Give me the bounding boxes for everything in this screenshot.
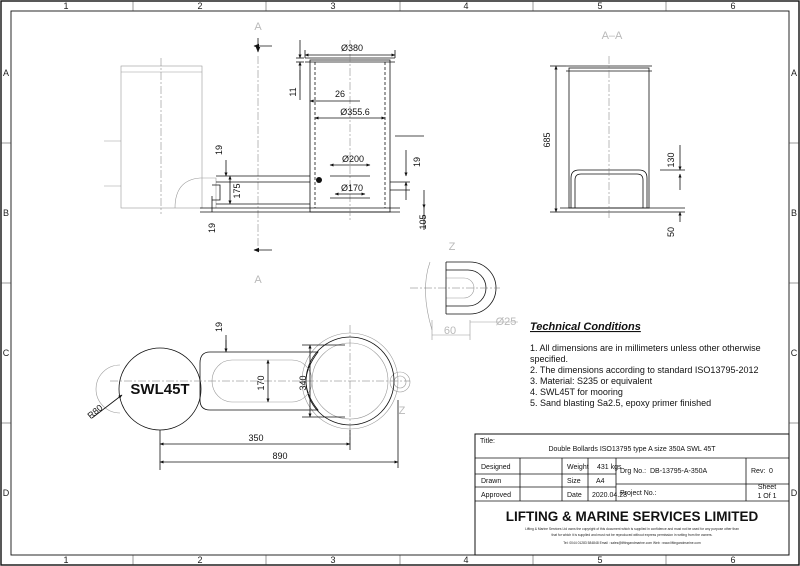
drg-no-value: DB-13795-A-350A [650, 468, 708, 475]
sheet-label: Sheet [757, 484, 777, 491]
date-value: 2020.04.28 [592, 492, 628, 499]
dim-11: 11 [288, 87, 298, 97]
technical-condition-5: 5. Sand blasting Sa2.5, epoxy primer finished [530, 398, 712, 408]
dim-26: 26 [334, 89, 346, 99]
col-label-top-6: 6 [730, 1, 736, 11]
row-label-right-b: B [790, 208, 798, 218]
dim-19-right: 19 [412, 156, 422, 168]
col-label-top-3: 3 [330, 1, 336, 11]
row-label-left-a: A [2, 68, 10, 78]
row-label-left-d: D [2, 488, 10, 498]
technical-condition-2: 2. The dimensions according to standard ISO13795-2012 [530, 365, 759, 375]
title-label: Title: [480, 438, 495, 445]
drawing-title: Double Bollards ISO13795 type A size 350A SWL 45T [548, 446, 716, 453]
dim-19-left: 19 [214, 144, 224, 156]
dim-175: 175 [232, 183, 242, 199]
sheet-value: 1 Of 1 [757, 493, 777, 500]
drawn-label: Drawn [481, 478, 502, 485]
dim-d355-6: Ø355.6 [340, 107, 370, 117]
dim-50: 50 [666, 226, 676, 238]
section-aa-title: A–A [601, 30, 623, 42]
col-label-bottom-5: 5 [597, 555, 603, 565]
dim-19-bottom: 19 [207, 222, 217, 234]
col-label-top-5: 5 [597, 1, 603, 11]
col-label-top-2: 2 [197, 1, 203, 11]
project-no-label: Project No.: [620, 490, 657, 497]
technical-conditions [530, 321, 761, 408]
rev-value: 0 [769, 468, 773, 475]
detail-z-top-label: Z [448, 241, 456, 253]
dim-r80: R80 [85, 402, 105, 421]
title-block [475, 434, 789, 555]
col-label-top-4: 4 [463, 1, 469, 11]
technical-condition-1: 1. All dimensions are in millimeters unless other otherwise [530, 343, 761, 353]
dim-d170: Ø170 [340, 183, 364, 193]
row-label-right-c: C [790, 348, 798, 358]
technical-condition-4: 4. SWL45T for mooring [530, 387, 623, 397]
row-label-right-d: D [790, 488, 798, 498]
weight-value: 431 kgs [597, 464, 622, 471]
dim-130: 130 [666, 152, 676, 168]
dim-60: 60 [443, 325, 457, 337]
col-label-top-1: 1 [63, 1, 69, 11]
dim-170-plan: 170 [256, 375, 266, 391]
col-label-bottom-6: 6 [730, 555, 736, 565]
side-view [542, 56, 685, 237]
col-label-bottom-1: 1 [63, 555, 69, 565]
dim-105: 105 [418, 214, 428, 230]
plan-view [86, 322, 410, 470]
contact-line: Tel: 0044 01283 584848 Email : sales@liftingandmarine.com Web : www.liftingandmarine.com [563, 541, 701, 545]
copyright-line-1: Lifting & Marine Services Ltd owns the copyright of this document which is supplied in confidence and must not be used for any purpose other than [525, 527, 739, 531]
row-label-left-b: B [2, 208, 10, 218]
rev-label: Rev: [751, 468, 766, 475]
col-label-bottom-4: 4 [463, 555, 469, 565]
dim-340: 340 [298, 375, 308, 391]
date-label: Date [567, 492, 582, 499]
dim-350: 350 [248, 433, 264, 443]
col-label-bottom-2: 2 [197, 555, 203, 565]
dim-d25: Ø25 [495, 316, 517, 328]
technical-conditions-heading: Technical Conditions [530, 321, 641, 333]
row-label-left-c: C [2, 348, 10, 358]
size-label: Size [567, 478, 581, 485]
front-view [104, 40, 428, 233]
drg-no-label: Drg No.: [620, 468, 647, 475]
dim-890: 890 [272, 451, 288, 461]
detail-z-bottom-label: Z [398, 405, 406, 417]
designed-label: Designed [481, 464, 511, 471]
size-value: A4 [596, 478, 605, 485]
row-label-right-a: A [790, 68, 798, 78]
dim-d200: Ø200 [341, 154, 365, 164]
section-markers [254, 21, 623, 286]
dim-685: 685 [542, 132, 552, 148]
technical-condition-3: 3. Material: S235 or equivalent [530, 376, 653, 386]
technical-condition-1-cont: specified. [530, 354, 569, 364]
weight-label: Weight [567, 464, 589, 471]
dim-19-plan: 19 [214, 321, 224, 333]
section-a-bottom-label: A [254, 274, 262, 286]
swl-label: SWL45T [130, 381, 190, 398]
section-a-top-label: A [254, 21, 262, 33]
detail-view [390, 241, 518, 417]
approved-label: Approved [481, 492, 511, 499]
col-label-bottom-3: 3 [330, 555, 336, 565]
dim-d380: Ø380 [340, 43, 364, 53]
copyright-line-2: that for which it is supplied and must not be reproduced without express permission in writing from the owners. [551, 533, 713, 537]
company-name: LIFTING & MARINE SERVICES LIMITED [505, 509, 759, 524]
